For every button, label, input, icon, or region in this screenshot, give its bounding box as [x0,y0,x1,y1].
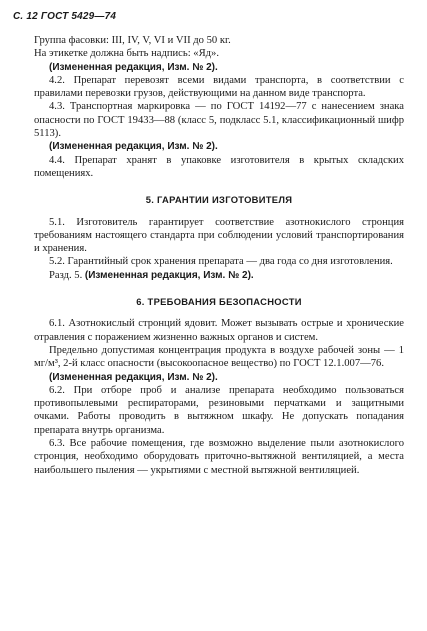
section-title-warranty: 5. ГАРАНТИИ ИЗГОТОВИТЕЛЯ [145,194,293,206]
paragraph: Предельно допустимая концентрация продукта в воздухе рабочей зоны — 1 мг/м³, 2-й класс опасности (высокоопасное вещество) по ГОСТ 12.1.007—76. [34,344,404,370]
paragraph: 6.1. Азотнокислый стронций ядовит. Может вызывать острые и хронические отравления с поражением жизненно важных органов и систем. [34,318,404,343]
edit-note: (Измененная редакция, Изм. № 2). [49,141,218,153]
section-edit-note [34,269,404,282]
section-title-safety: 6. ТРЕБОВАНИЯ БЕЗОПАСНОСТИ [136,296,302,308]
paragraph: 5.2. Гарантийный срок хранения препарата — два года со дня изготовления. [49,256,393,268]
paragraph: 4.2. Препарат перевозят всеми видами транспорта, в соответствии с правилами перевозки грузов, действующими на данном виде транспорта. [34,74,404,100]
edit-note: (Измененная редакция, Изм. № 2). [84,269,254,281]
paragraph: Группа фасовки: III, IV, V, VI и VII до 50 кг. [34,35,231,46]
paragraph: 6.2. При отборе проб и анализе препарата необходимо пользоваться противопылевыми респираторами, резиновыми перчатками и защитными очками. Работы проводить в вытяжном шкафу. Не допускать попадания препарата внутрь организма. [34,384,404,436]
paragraph: 4.4. Препарат хранят в упаковке изготовителя в крытых складских помещениях. [34,154,404,179]
paragraph: На этикетке должна быть надпись: «Яд». [34,48,220,60]
page-header: С. 12 ГОСТ 5429—74 [13,11,117,22]
paragraph: 4.3. Транспортная маркировка — по ГОСТ 14192—77 с нанесением знака опасности по ГОСТ 19433—88 (класс 5, подкласс 5.1, классификационный шифр 5113). [34,101,404,140]
edit-note: (Измененная редакция, Изм. № 2). [49,371,218,383]
paragraph: 5.1. Изготовитель гарантирует соответствие азотнокислого стронция требованиям настоящего стандарта при соблюдении условий транспортирования и хранения. [34,216,404,255]
section-ref: Разд. 5. [49,269,83,281]
edit-note: (Измененная редакция, Изм. № 2). [49,61,218,73]
paragraph: 6.3. Все рабочие помещения, где возможно выделение пыли азотнокислого стронция, необходимо оборудовать приточно-вытяжной вентиляцией, а места наибольшего пыления — укрытиями с местной вытяжной вентиляцией. [34,438,404,476]
page-content [34,34,404,477]
